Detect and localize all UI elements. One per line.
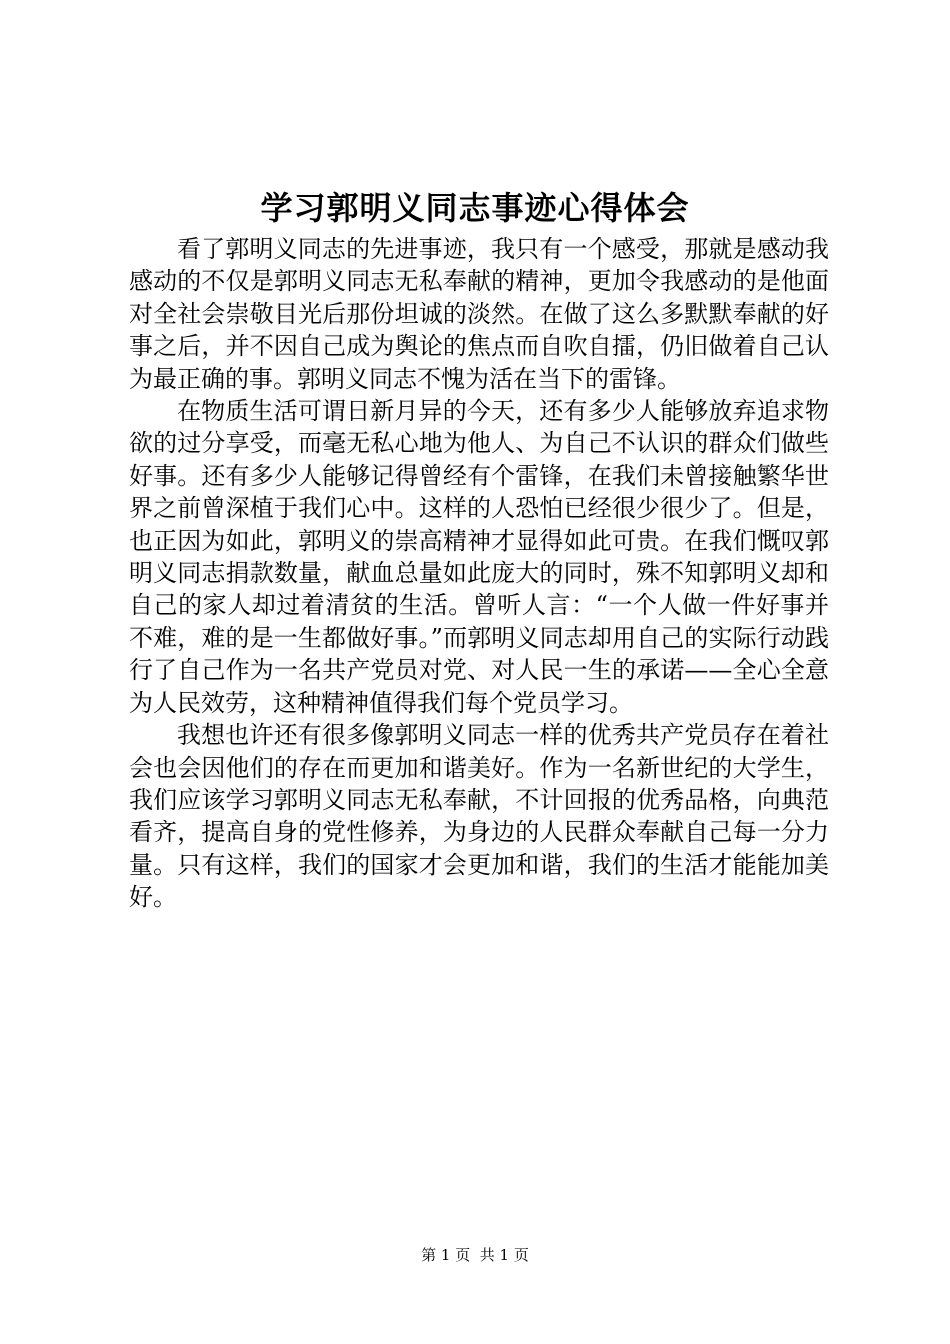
paragraph-2: 在物质生活可谓日新月异的今天，还有多少人能够放弃追求物欲的过分享受，而毫无私心地为他人、为自己不认识的群众们做些好事。还有多少人能够记得曾经有个雷锋，在我们未曾接触繁华世界之前曾深植于我们心中。这样的人恐怕已经很少很少了。但是，也正因为如此，郭明义的崇高精神才显得如此可贵。在我们慨叹郭明义同志捐款数量，献血总量如此庞大的同时，殊不知郭明义却和自己的家人却过着清贫的生活。曾听人言：“一个人做一件好事并不难，难的是一生都做好事。”而郭明义同志却用自己的实际行动践行了自己作为一名共产党员对党、对人民一生的承诺——全心全意为人民效劳，这种精神值得我们每个党员学习。 [129, 397, 829, 717]
page-number: 第 1 页 [421, 1246, 471, 1264]
page-footer [0, 1244, 950, 1266]
paragraph-1: 看了郭明义同志的先进事迹，我只有一个感受，那就是感动我感动的不仅是郭明义同志无私奉献的精神，更加令我感动的是他面对全社会崇敬目光后那份坦诚的淡然。在做了这么多默默奉献的好事之后，并不因自己成为舆论的焦点而自吹自擂，仍旧做着自己认为最正确的事。郭明义同志不愧为活在当下的雷锋。 [129, 235, 829, 393]
document-title: 学习郭明义同志事迹心得体会 [260, 189, 690, 227]
paragraph-3: 我想也许还有很多像郭明义同志一样的优秀共产党员存在着社会也会因他们的存在而更加和谐美好。作为一名新世纪的大学生，我们应该学习郭明义同志无私奉献，不计回报的优秀品格，向典范看齐，提高自身的党性修养，为身边的人民群众奉献自己每一分力量。只有这样，我们的国家才会更加和谐，我们的生活才能能加美好。 [129, 721, 829, 912]
document-body [129, 233, 829, 914]
page-total: 共 1 页 [479, 1246, 529, 1264]
footer-separator [470, 1246, 480, 1264]
